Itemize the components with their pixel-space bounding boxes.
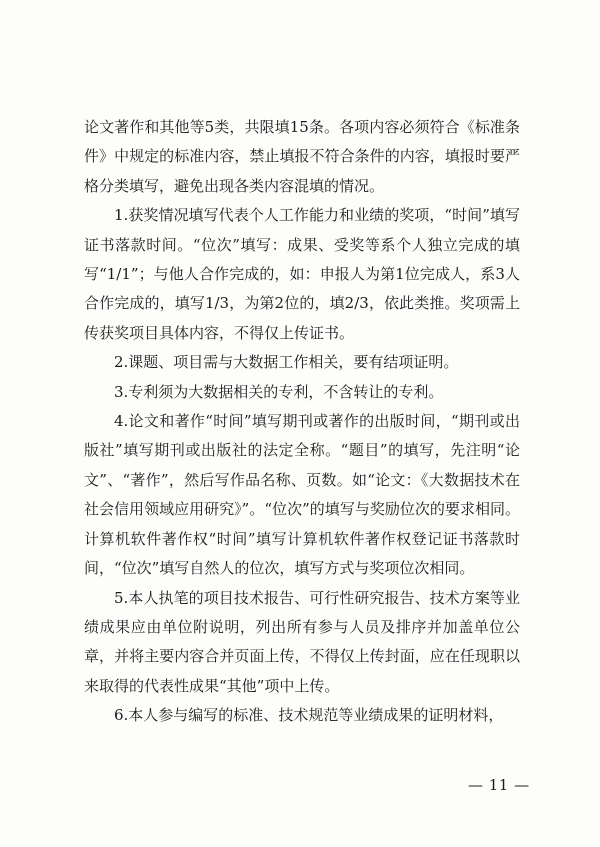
paragraph-projects: 2.课题、项目需与大数据工作相关，要有结项证明。 — [114, 353, 459, 372]
paragraph-standards: 6.本人参与编写的标准、技术规范等业绩成果的证明材料， — [114, 706, 504, 725]
paragraph-awards: 1.获奖情况填写代表个人工作能力和业绩的奖项，“时间”填写证书落款时间。“位次”填写：成果、受奖等系个人独立完成的填写“1/1”；与他人合作完成的，如：申报人为第1位完成人，系3人合作完成的，填写1/3，为第2位的，填2/3，依此类推。奖项需上传获奖项目具体内容，不得仅上传证书。 — [84, 206, 520, 342]
paragraph-papers: 4.论文和著作“时间”填写期刊或著作的出版时间，“期刊或出版社”填写期刊或出版社的法定全称。“题目”的填写，先注明“论文”、“著作”，然后写作品名称、页数。如“论文：《大数据技术在社会信用领域应用研究》”。“位次”的填写与奖励位次的要求相同。计算机软件著作权“时间”填写计算机软件著作权登记证书落款时间，“位次”填写自然人的位次，填写方式与奖项位次相同。 — [84, 412, 520, 578]
paragraph-patents: 3.专利须为大数据相关的专利，不含转让的专利。 — [114, 382, 444, 401]
document-body — [84, 113, 520, 731]
paragraph-reports: 5.本人执笔的项目技术报告、可行性研究报告、技术方案等业绩成果应由单位附说明，列出所有参与人员及排序并加盖单位公章，并将主要内容合并页面上传，不得仅上传封面，应在任现职以来取得的代表性成果“其他”项中上传。 — [84, 588, 520, 695]
page-number: — 11 — — [468, 776, 530, 794]
paragraph-continuation: 论文著作和其他等5类，共限填15条。各项内容必须符合《标准条件》中规定的标准内容，禁止填报不符合条件的内容，填报时要严格分类填写，避免出现各类内容混填的情况。 — [84, 118, 520, 195]
